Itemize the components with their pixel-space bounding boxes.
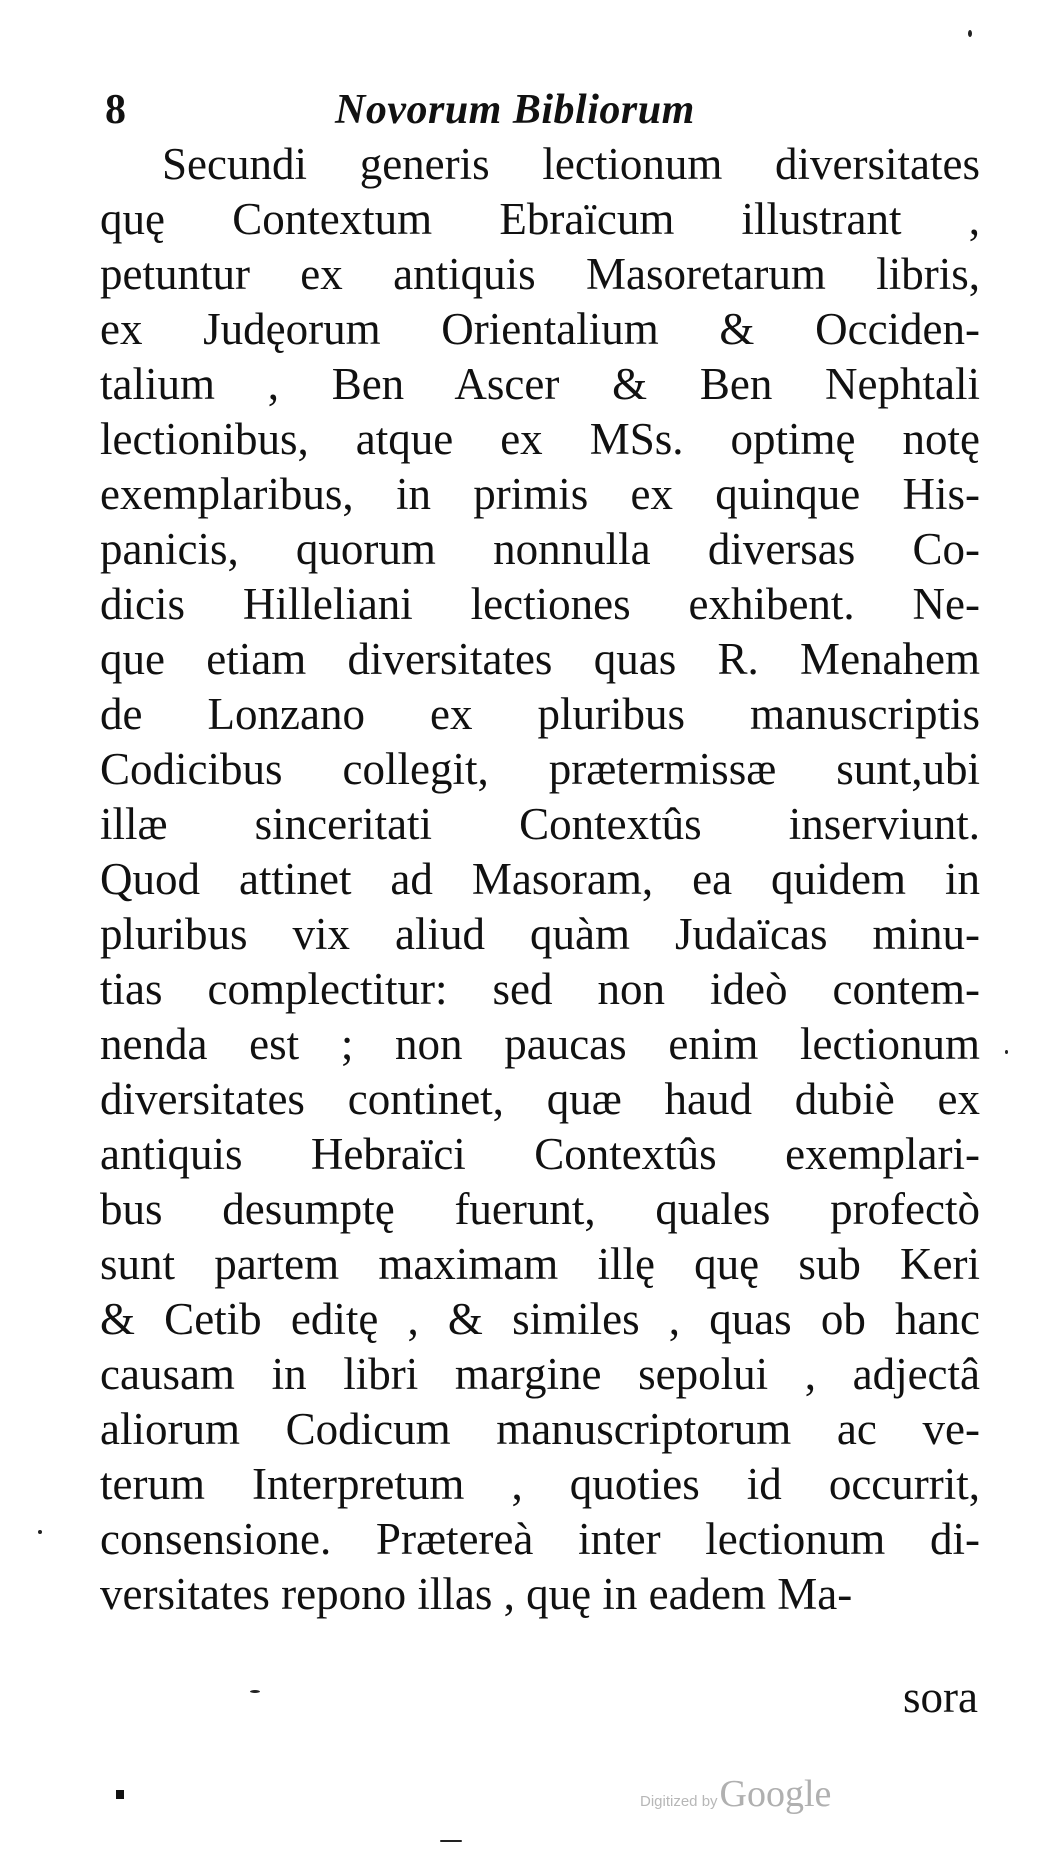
text-line: tias complectitur: sed non ideò contem-	[100, 964, 980, 1014]
text-line: & Cetib editę , & similes , quas ob hanc	[100, 1294, 980, 1344]
digitized-prefix: Digitized by	[640, 1793, 718, 1810]
text-line: ex Judęorum Orientalium & Occiden-	[100, 304, 980, 354]
text-line: dicis Hilleliani lectiones exhibent. Ne-	[100, 579, 980, 629]
scan-speck	[250, 1690, 260, 1693]
text-line: versitates repono illas , quę in eadem Ma-	[100, 1569, 853, 1619]
scan-speck	[968, 30, 972, 37]
text-line: nenda est ; non paucas enim lectionum	[100, 1019, 980, 1069]
text-line: Secundi generis lectionum diversitates	[162, 139, 980, 189]
text-line: Codicibus collegit, prætermissæ sunt,ubi	[100, 744, 980, 794]
text-line: pluribus vix aliud quàm Judaïcas minu-	[100, 909, 980, 959]
text-line: de Lonzano ex pluribus manuscriptis	[100, 689, 980, 739]
text-line: illæ sinceritati Contextûs inserviunt.	[100, 799, 980, 849]
scan-speck	[440, 1840, 462, 1842]
main-text-block	[100, 137, 980, 1622]
text-line: petuntur ex antiquis Masoretarum libris,	[100, 249, 980, 299]
text-line: sunt partem maximam illę quę sub Keri	[100, 1239, 980, 1289]
text-line: exemplaribus, in primis ex quinque His-	[100, 469, 980, 519]
text-line: diversitates continet, quæ haud dubiè ex	[100, 1074, 980, 1124]
text-line: quę Contextum Ebraïcum illustrant ,	[100, 194, 980, 244]
text-line: antiquis Hebraïci Contextûs exemplari-	[100, 1129, 980, 1179]
page-header	[105, 80, 985, 140]
text-line: talium , Ben Ascer & Ben Nephtali	[100, 359, 980, 409]
page-number: 8	[105, 87, 126, 133]
text-line: Quod attinet ad Masoram, ea quidem in	[100, 854, 980, 904]
digitized-by-watermark	[640, 1772, 831, 1822]
google-logo: Google	[719, 1773, 832, 1815]
text-line: panicis, quorum nonnulla diversas Co-	[100, 524, 980, 574]
scan-speck	[38, 1530, 42, 1534]
text-line: consensione. Prætereà inter lectionum di-	[100, 1514, 980, 1564]
text-line: que etiam diversitates quas R. Menahem	[100, 634, 980, 684]
text-line: causam in libri margine sepolui , adjectâ	[100, 1349, 980, 1399]
text-line: aliorum Codicum manuscriptorum ac ve-	[100, 1404, 980, 1454]
text-line: lectionibus, atque ex MSs. optimę notę	[100, 414, 980, 464]
catchword: sora	[903, 1672, 978, 1722]
scan-speck	[1005, 1050, 1008, 1054]
text-line: terum Interpretum , quoties id occurrit,	[100, 1459, 980, 1509]
running-title: Novorum Bibliorum	[335, 87, 695, 133]
footer-mark	[116, 1790, 124, 1799]
text-line: bus desumptę fuerunt, quales profectò	[100, 1184, 980, 1234]
